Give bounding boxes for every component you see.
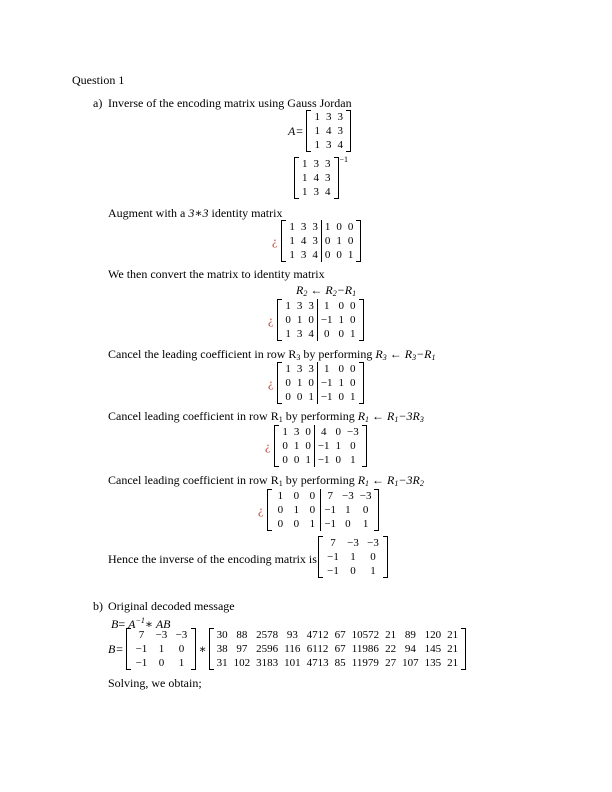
matrix-cell: 1 [350, 391, 356, 403]
matrix-cell: 116 [284, 643, 301, 655]
formula-lhs: B [111, 617, 119, 631]
matrix-cell: 4 [325, 186, 331, 198]
matrix-row [131, 656, 191, 670]
step4-row: 1 [278, 479, 283, 488]
matrix-a-equation [288, 110, 351, 152]
matrix-cell: 3 [325, 158, 331, 170]
matrix-cell: 0 [350, 314, 356, 326]
step3-row: 1 [278, 415, 283, 424]
matrix-cell: 0 [338, 391, 345, 403]
matrix-row [282, 390, 358, 404]
matrix-cell: 1 [347, 249, 354, 261]
matrix-cell: 101 [284, 657, 301, 669]
solving-text: Solving, we obtain; [108, 676, 202, 690]
formula-eq: = [118, 617, 129, 631]
matrix-cell: 0 [293, 518, 300, 530]
matrix-row [272, 489, 374, 503]
matrix-row [214, 656, 462, 670]
inverse-exponent: −1 [339, 155, 349, 164]
matrix-cell: 4 [320, 426, 327, 438]
matrix-cell: 1 [282, 426, 288, 438]
matrix-cell: −1 [135, 657, 148, 669]
hence-text: Hence the inverse of the encoding matrix is [108, 552, 317, 566]
matrix-cell: 7 [330, 537, 336, 549]
matrix-cell: −1 [324, 504, 337, 516]
matrix-cell: 1 [335, 440, 342, 452]
augment-text-start: Augment with a [108, 206, 189, 220]
matrix-cell: 3 [313, 186, 319, 198]
formula-a-sup: −1 [135, 616, 145, 625]
matrix-cell: 30 [216, 629, 228, 641]
matrix-cell: 21 [447, 643, 459, 655]
matrix-cell: 1 [293, 504, 300, 516]
matrix-cell: 1 [323, 300, 330, 312]
matrix-cell: 1 [178, 657, 185, 669]
matrix-row [323, 564, 383, 578]
aug0-matrix [281, 220, 361, 262]
matrix-cell: −1 [320, 377, 333, 389]
matrix-cell: −1 [327, 565, 339, 577]
matrix-cell: 1 [289, 235, 295, 247]
matrix-cell: 1 [304, 517, 321, 531]
matrix-row [311, 138, 346, 152]
matrix-cell: 3 [309, 220, 321, 234]
op4-a: R [387, 473, 395, 487]
matrix-a [306, 110, 351, 152]
matrix-cell: 1 [289, 249, 295, 261]
matrix-cell: 6112 [306, 643, 329, 655]
op3-a-sub: 1 [394, 415, 399, 424]
matrix-cell: 135 [424, 657, 442, 669]
op1-b: R [344, 283, 353, 297]
inverse-matrix-grid [318, 536, 388, 578]
matrix-cell: 0 [350, 363, 356, 375]
matrix-row [282, 362, 358, 376]
matrix-cell: −3 [342, 490, 354, 502]
matrix-row [286, 220, 356, 234]
matrix-cell: 1 [336, 235, 342, 247]
matrix-row [299, 157, 334, 171]
matrix-cell: 0 [293, 490, 300, 502]
matrix-cell: 102 [233, 657, 251, 669]
matrix-cell: 11986 [351, 643, 379, 655]
matrix-cell: 67 [334, 643, 346, 655]
matrix-row [299, 171, 334, 185]
step4-by: by performing [282, 473, 358, 487]
matrix-cell: 0 [336, 221, 342, 233]
matrix-cell: 21 [385, 629, 397, 641]
matrix-cell: 3 [296, 300, 303, 312]
matrix-cell: 0 [282, 454, 288, 466]
op2-target: R [375, 347, 383, 361]
matrix-row [214, 628, 462, 642]
matrix-cell: 27 [385, 657, 397, 669]
matrix-cell: 0 [302, 425, 314, 439]
matrix-cell: 1 [302, 158, 308, 170]
matrix-cell: 0 [350, 440, 356, 452]
matrix-cell: 1 [314, 139, 320, 151]
matrix-cell: 0 [345, 518, 351, 530]
aug2-matrix [277, 362, 363, 404]
render-marker: ¿ [258, 502, 264, 517]
matrix-cell: 0 [335, 454, 342, 466]
matrix-cell: 120 [424, 629, 442, 641]
part-b-heading: Original decoded message [108, 599, 235, 613]
aug3-matrix [274, 425, 366, 467]
render-marker: ¿ [265, 438, 271, 453]
matrix-cell: 0 [347, 235, 354, 247]
matrix-cell: 1 [289, 221, 295, 233]
matrix-cell: 21 [447, 629, 459, 641]
decode-equation [108, 628, 466, 670]
op2-minus: − [416, 347, 425, 361]
matrix-cell: 0 [296, 391, 303, 403]
formula-rest: ∗ AB [144, 617, 171, 631]
matrix-cell: 89 [404, 629, 416, 641]
matrix-cell: 67 [334, 629, 346, 641]
matrix-cell: 4 [313, 172, 319, 184]
op3-a: R [387, 409, 395, 423]
question-title: Question 1 [72, 73, 125, 87]
op1-arrow: ← [307, 283, 326, 297]
matrix-cell: 3 [293, 426, 300, 438]
op1-b-sub: 1 [352, 289, 357, 298]
matrix-cell: 3 [337, 111, 343, 123]
matrix-row [323, 536, 383, 550]
matrix-cell: 0 [305, 313, 317, 327]
part-a-label: a) [93, 96, 103, 110]
op2-b: R [424, 347, 432, 361]
matrix-row [279, 425, 361, 439]
matrix-cell: 0 [335, 426, 342, 438]
matrix-row [272, 503, 374, 517]
matrix-cell: 1 [314, 125, 320, 137]
op3-arrow: ← [369, 409, 388, 423]
augmented-matrix-1 [268, 299, 364, 341]
op3-b-sub: 3 [419, 415, 424, 424]
augmented-matrix-3 [265, 425, 367, 467]
matrix-cell: 1 [350, 551, 356, 563]
matrix-cell: 3183 [256, 657, 279, 669]
matrix-a-inverse-notation [294, 157, 348, 199]
matrix-cell: 31 [216, 657, 228, 669]
matrix-cell: 0 [293, 454, 300, 466]
multiply-sign: ∗ [198, 641, 207, 656]
matrix-cell: 94 [404, 643, 416, 655]
matrix-cell: 11979 [351, 657, 379, 669]
matrix-row [286, 234, 356, 248]
matrix-row [214, 642, 462, 656]
matrix-row [311, 110, 346, 124]
matrix-cell: 3 [325, 172, 331, 184]
op1-target: R [296, 283, 304, 297]
step3-text-start: Cancel leading coefficient in row R [108, 409, 279, 423]
matrix-cell: 4 [337, 139, 343, 151]
matrix-cell: −1 [320, 391, 333, 403]
step4-text-start: Cancel leading coefficient in row R [108, 473, 279, 487]
matrix-cell: 107 [402, 657, 419, 669]
matrix-cell: 0 [323, 328, 330, 340]
matrix-cell: 3 [300, 221, 307, 233]
matrix-cell: 3 [325, 111, 332, 123]
matrix-cell: 1 [296, 377, 303, 389]
matrix-cell: 0 [338, 300, 345, 312]
matrix-cell: 0 [285, 391, 291, 403]
matrix-cell: 2578 [256, 629, 279, 641]
matrix-cell: 0 [350, 300, 356, 312]
decode-inverse-matrix [126, 628, 196, 670]
op2-a: R [404, 347, 413, 361]
matrix-cell: −3 [155, 629, 168, 641]
matrix-cell: 0 [282, 440, 288, 452]
matrix-cell: 3 [305, 299, 317, 313]
matrix-cell: 88 [236, 629, 248, 641]
matrix-cell: −1 [317, 440, 330, 452]
matrix-cell: 1 [302, 186, 308, 198]
formula-a: A [128, 617, 136, 631]
matrix-cell: 3 [313, 158, 319, 170]
op4-b-sub: 2 [419, 479, 424, 488]
matrix-cell: 1 [158, 643, 165, 655]
matrix-cell: −3 [367, 537, 379, 549]
matrix-cell: 2596 [256, 643, 279, 655]
matrix-cell: 1 [345, 504, 351, 516]
matrix-cell: 3 [309, 234, 321, 248]
op1-a-sub: 2 [332, 289, 337, 298]
matrix-cell: −3 [175, 629, 188, 641]
op2-target-sub: 3 [382, 353, 387, 362]
matrix-cell: 0 [338, 328, 345, 340]
matrix-cell: 1 [324, 221, 331, 233]
op4-target: R [357, 473, 366, 487]
matrix-cell: 7 [138, 629, 145, 641]
part-b-label: b) [93, 599, 103, 613]
inverse-matrix [318, 536, 388, 578]
matrix-a-lhs: A= [288, 123, 304, 138]
op4-b: R [412, 473, 420, 487]
step3-by: by performing [282, 409, 358, 423]
matrix-cell: 1 [296, 314, 303, 326]
matrix-cell: 3 [300, 249, 307, 261]
matrix-cell: 0 [370, 551, 376, 563]
matrix-cell: −3 [347, 426, 359, 438]
matrix-row [282, 376, 358, 390]
step2-text-start: Cancel the leading coefficient in row R [108, 347, 297, 361]
matrix-cell: 4 [325, 125, 332, 137]
matrix-row [282, 327, 358, 341]
op4-arrow: ← [369, 473, 388, 487]
matrix-cell: 1 [285, 363, 291, 375]
op2-arrow: ← [386, 347, 405, 361]
matrix-cell: 7 [327, 490, 333, 502]
op4-target-sub: 1 [365, 479, 370, 488]
matrix-cell: 0 [277, 518, 284, 530]
matrix-cell: 1 [314, 111, 320, 123]
op1-target-sub: 2 [303, 289, 308, 298]
matrix-cell: 10572 [351, 629, 380, 641]
matrix-cell: −1 [327, 551, 339, 563]
matrix-cell: 0 [336, 249, 342, 261]
matrix-cell: 97 [236, 643, 248, 655]
matrix-cell: 1 [302, 453, 314, 467]
matrix-cell: 3 [305, 362, 317, 376]
op1-a: R [325, 283, 333, 297]
op3-target: R [357, 409, 366, 423]
op3-b: R [412, 409, 420, 423]
render-marker: ¿ [272, 233, 278, 248]
matrix-cell: 0 [302, 439, 314, 453]
matrix-row [286, 248, 356, 262]
matrix-cell: 0 [347, 221, 354, 233]
matrix-cell: 0 [324, 235, 331, 247]
matrix-cell: 145 [424, 643, 442, 655]
matrix-cell: 1 [277, 490, 284, 502]
matrix-row [279, 439, 361, 453]
step2-row: 3 [296, 353, 301, 362]
matrix-cell: 0 [304, 503, 321, 517]
render-marker: ¿ [268, 312, 274, 327]
matrix-cell: 3 [337, 125, 343, 137]
op4-a-sub: 1 [394, 479, 399, 488]
matrix-cell: 0 [304, 489, 321, 503]
augmented-matrix-4 [258, 489, 379, 531]
matrix-cell: 1 [302, 172, 308, 184]
matrix-cell: −3 [359, 490, 372, 502]
matrix-cell: −1 [135, 643, 148, 655]
matrix-cell: 0 [350, 377, 356, 389]
matrix-cell: 1 [362, 518, 369, 530]
matrix-cell: 1 [305, 390, 317, 404]
step2-by: by performing [300, 347, 376, 361]
matrix-row [299, 185, 334, 199]
op3-minus: −3 [398, 409, 413, 423]
matrix-cell: 4712 [306, 629, 329, 641]
matrix-cell: 1 [338, 314, 345, 326]
matrix-cell: 3 [296, 363, 303, 375]
matrix-a-copy [294, 157, 339, 199]
matrix-cell: 1 [370, 565, 376, 577]
matrix-cell: 38 [216, 643, 228, 655]
matrix-cell: 0 [305, 376, 317, 390]
matrix-cell: −1 [317, 454, 330, 466]
op2-a-sub: 3 [412, 353, 417, 362]
aug1-matrix [277, 299, 363, 341]
op2-b-sub: 1 [431, 353, 436, 362]
matrix-cell: 1 [350, 328, 356, 340]
matrix-cell: 4713 [306, 657, 329, 669]
matrix-cell: 0 [285, 314, 291, 326]
matrix-row [311, 124, 346, 138]
encoded-message-matrix [209, 628, 467, 670]
matrix-row [323, 550, 383, 564]
matrix-row [279, 453, 361, 467]
matrix-cell: 85 [334, 657, 346, 669]
matrix-cell: −1 [324, 518, 337, 530]
render-marker: ¿ [268, 375, 274, 390]
matrix-cell: 4 [305, 327, 317, 341]
matrix-cell: 0 [178, 643, 185, 655]
matrix-cell: 4 [309, 248, 321, 262]
matrix-cell: 1 [338, 377, 345, 389]
matrix-cell: 0 [285, 377, 291, 389]
matrix-cell: 1 [285, 328, 291, 340]
op1-minus: − [336, 283, 345, 297]
convert-text: We then convert the matrix to identity matrix [108, 267, 325, 281]
matrix-cell: 0 [158, 657, 165, 669]
matrix-cell: 0 [338, 363, 345, 375]
augment-text [108, 206, 282, 220]
matrix-cell: −3 [347, 537, 359, 549]
matrix-cell: 0 [362, 504, 369, 516]
op4-minus: −3 [398, 473, 413, 487]
matrix-row [282, 299, 358, 313]
matrix-cell: 0 [277, 504, 284, 516]
decode-lhs: B= [108, 641, 124, 656]
matrix-cell: 4 [300, 235, 307, 247]
matrix-cell: 1 [285, 300, 291, 312]
matrix-cell: 0 [350, 565, 356, 577]
matrix-cell: 1 [323, 363, 330, 375]
augmented-matrix-2 [268, 362, 364, 404]
matrix-cell: −1 [320, 314, 333, 326]
augmented-matrix-0 [272, 220, 361, 262]
matrix-row [282, 313, 358, 327]
aug4-matrix [267, 489, 379, 531]
op3-target-sub: 1 [365, 415, 370, 424]
augment-text-end: identity matrix [208, 206, 283, 220]
matrix-cell: 0 [324, 249, 331, 261]
part-a-heading: Inverse of the encoding matrix using Gauss Jordan [108, 96, 352, 110]
matrix-row [272, 517, 374, 531]
matrix-cell: 3 [325, 139, 332, 151]
matrix-cell: 3 [296, 328, 303, 340]
matrix-row [131, 628, 191, 642]
matrix-cell: 1 [350, 454, 356, 466]
matrix-cell: 93 [286, 629, 298, 641]
matrix-row [131, 642, 191, 656]
matrix-cell: 21 [447, 657, 459, 669]
matrix-cell: 22 [385, 643, 397, 655]
matrix-cell: 1 [293, 440, 300, 452]
augment-size: 3∗3 [188, 206, 209, 220]
